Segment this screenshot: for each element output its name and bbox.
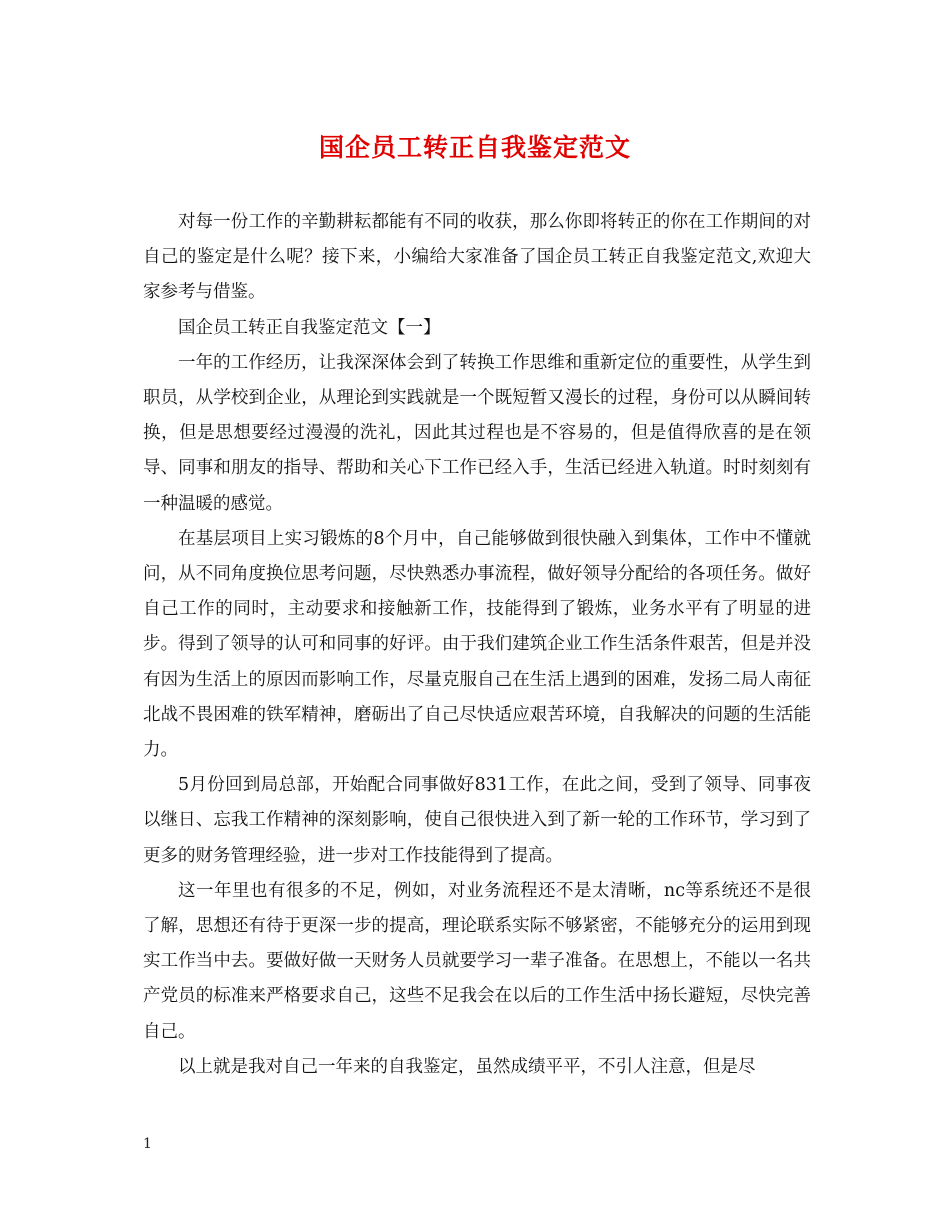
- paragraph: 一年的工作经历，让我深深体会到了转换工作思维和重新定位的重要性，从学生到职员，从学校到企业，从理论到实践就是一个既短暂又漫长的过程，身份可以从瞬间转换，但是思想要经过漫漫的洗礼，因此其过程也是不容易的，但是值得欣喜的是在领导、同事和朋友的指导、帮助和关心下工作已经入手，生活已经进入轨道。时时刻刻有一种温暖的感觉。: [143, 352, 811, 514]
- paragraph: 这一年里也有很多的不足，例如，对业务流程还不是太清晰，nc等系统还不是很了解，思想还有待于更深一步的提高，理论联系实际不够紧密，不能够充分的运用到现实工作当中去。要做好做一天财务人员就要学习一辈子准备。在思想上，不能以一名共产党员的标准来严格要求自己，这些不足我会在以后的工作生活中扬长避短，尽快完善自己。: [143, 880, 811, 1042]
- paragraph: 5月份回到局总部，开始配合同事做好831工作，在此之间，受到了领导、同事夜以继日、忘我工作精神的深刻影响，使自己很快进入到了新一轮的工作环节，学习到了更多的财务管理经验，进一步对工作技能得到了提高。: [143, 775, 811, 866]
- paragraph: 以上就是我对自己一年来的自我鉴定，虽然成绩平平，不引人注意，但是尽: [178, 1056, 756, 1077]
- paragraph-intro: 对每一份工作的辛勤耕耘都能有不同的收获，那么你即将转正的你在工作期间的对自己的鉴定是什么呢？接下来，小编给大家准备了国企员工转正自我鉴定范文,欢迎大家参考与借鉴。: [143, 212, 811, 303]
- document-body: [143, 205, 811, 1085]
- page-number: 1: [143, 1136, 152, 1152]
- document-title: 国企员工转正自我鉴定范文: [318, 133, 631, 162]
- section-heading: 国企员工转正自我鉴定范文【一】: [178, 317, 441, 338]
- paragraph: 在基层项目上实习锻炼的8个月中，自己能够做到很快融入到集体，工作中不懂就问，从不同角度换位思考问题，尽快熟悉办事流程，做好领导分配给的各项任务。做好自己工作的同时，主动要求和接触新工作，技能得到了锻炼，业务水平有了明显的进步。得到了领导的认可和同事的好评。由于我们建筑企业工作生活条件艰苦，但是并没有因为生活上的原因而影响工作，尽量克服自己在生活上遇到的困难，发扬二局人南征北战不畏困难的铁军精神，磨砺出了自己尽快适应艰苦环境，自我解决的问题的生活能力。: [143, 528, 811, 761]
